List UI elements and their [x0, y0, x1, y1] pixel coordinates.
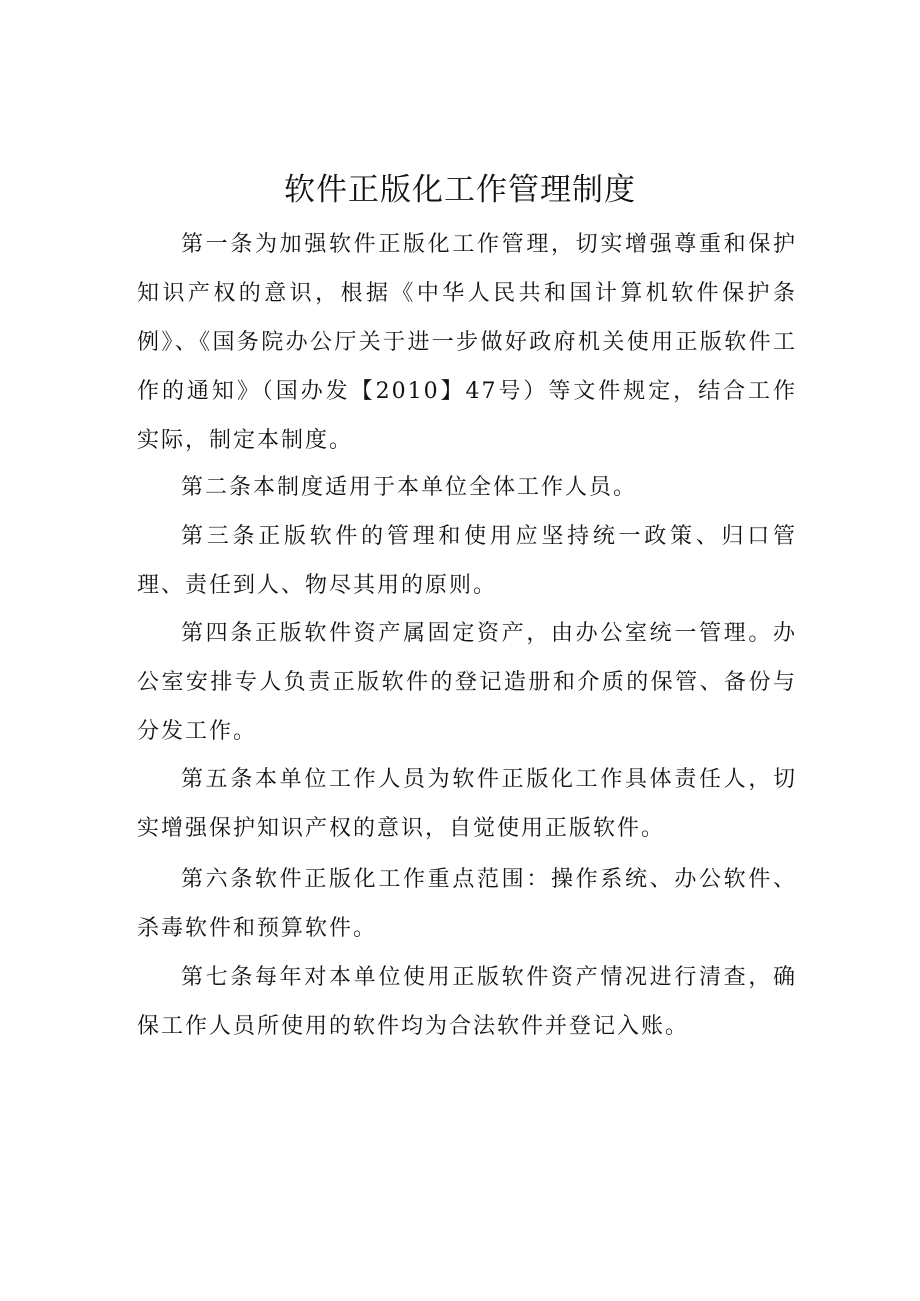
article-7: 第七条每年对本单位使用正版软件资产情况进行清查，确保工作人员所使用的软件均为合法软件并登记入账。	[137, 965, 797, 1039]
article-2: 第二条本制度适用于本单位全体工作人员。	[181, 475, 638, 500]
article-6: 第六条软件正版化工作重点范围：操作系统、办公软件、杀毒软件和预算软件。	[137, 867, 797, 941]
document-title: 软件正版化工作管理制度	[284, 172, 636, 208]
article-3: 第三条正版软件的管理和使用应坚持统一政策、归口管理、责任到人、物尽其用的原则。	[137, 524, 797, 598]
article-1: 第一条为加强软件正版化工作管理，切实增强尊重和保护知识产权的意识，根据《中华人民共和国计算机软件保护条例》、《国务院办公厅关于进一步做好政府机关使用正版软件工作的通知》（国办发【2010】47号）等文件规定，结合工作实际，制定本制度。	[137, 232, 797, 453]
article-5: 第五条本单位工作人员为软件正版化工作具体责任人，切实增强保护知识产权的意识，自觉使用正版软件。	[137, 767, 797, 841]
article-4: 第四条正版软件资产属固定资产，由办公室统一管理。办公室安排专人负责正版软件的登记造册和介质的保管、备份与分发工作。	[137, 621, 797, 744]
